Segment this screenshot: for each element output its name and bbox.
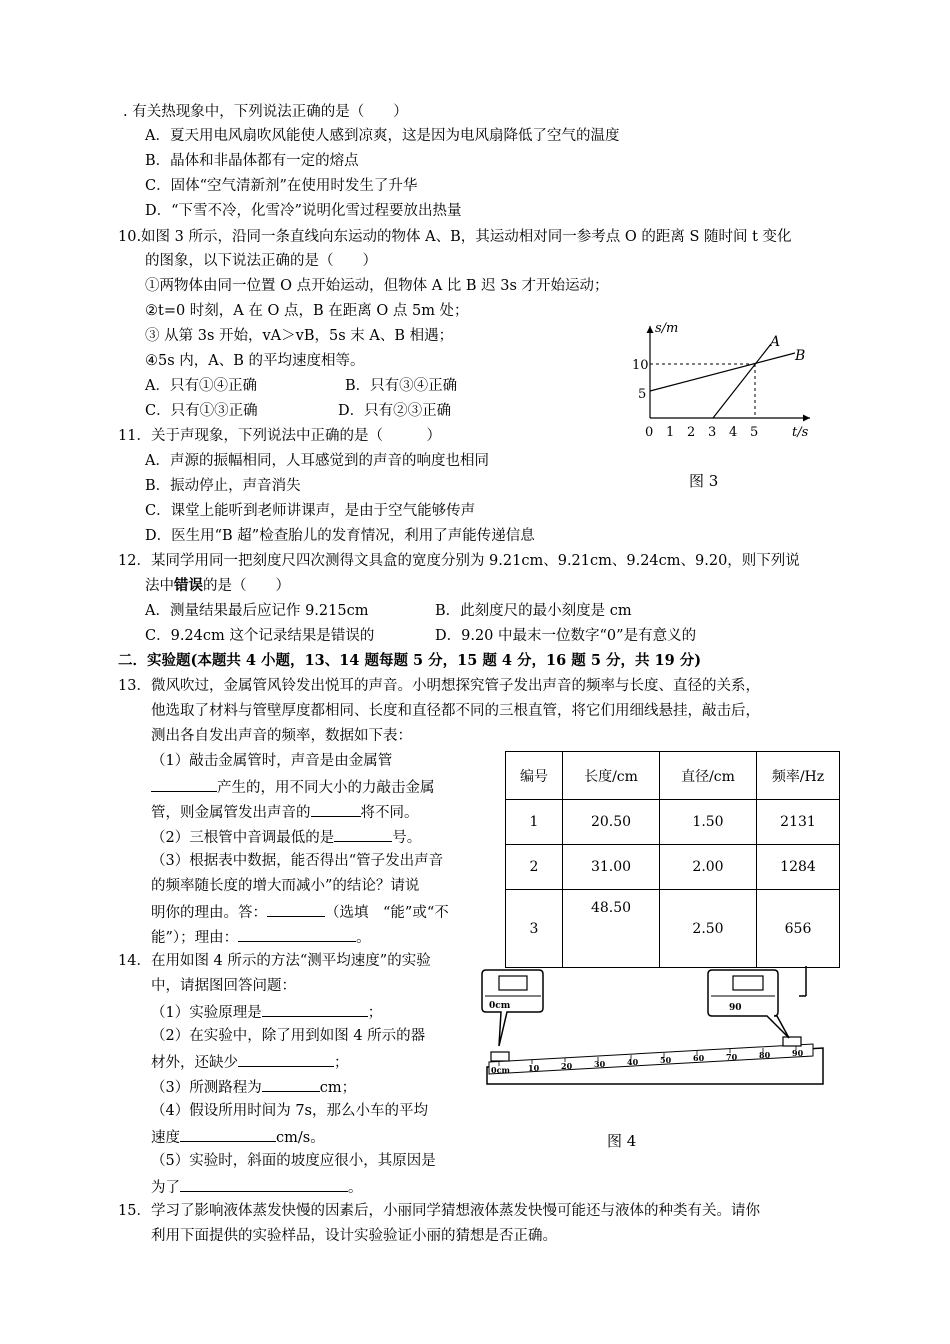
table-cell: 2.50 [660,890,757,968]
q14-part5-a: （5）实验时，斜面的坡度应很小，其原因是 [151,1153,436,1169]
x-axis-label: t/s [792,425,809,440]
table-cell: 1.50 [660,800,757,845]
figure-3-graph [628,318,818,448]
table-cell: 2.00 [660,845,757,890]
q13-blank-1[interactable] [151,777,217,792]
ruler-label: 50 [660,1055,672,1065]
q14-part2-a: （2）在实验中，除了用到如图 4 所示的器 [151,1028,426,1044]
ruler-label: 20 [561,1061,573,1071]
q12-option-a: A．测量结果最后应记作 9.215cm [145,603,369,619]
q12-option-c: C．9.24cm 这个记录结果是错误的 [145,628,375,644]
y-tick-10: 10 [632,358,649,373]
table-cell: 2 [506,845,563,890]
q10-statement-2: ②t=0 时刻，A 在 O 点，B 在距离 O 点 5m 处； [145,303,469,319]
q14-blank-5[interactable] [180,1177,348,1192]
table-cell: 2131 [757,800,840,845]
q12-option-b: B．此刻度尺的最小刻度是 cm [435,603,632,619]
line-b-label: B [795,348,806,364]
ruler-label: 70 [726,1052,738,1062]
ruler-label: 30 [594,1059,606,1069]
q14-blank-1[interactable] [262,1002,368,1017]
q12-stem-line2: 法中错误的是（ ） [145,577,290,594]
x-tick-4: 4 [729,425,738,440]
callout-left-label: 0cm [489,1001,511,1011]
q13-line2: 他选取了材料与管壁厚度都相同、长度和直径都不同的三根直管，将它们用细线悬挂，敲击后， [151,703,760,719]
q10-stem-line1: 10.如图 3 所示，沿同一条直线向东运动的物体 A、B，其运动相对同一参考点 O 的距离 S 随时间 t 变化 [118,229,792,245]
q13-line3: 测出各自发出声音的频率，数据如下表： [151,728,412,744]
figure-4-caption: 图 4 [607,1132,637,1150]
table-header: 直径/cm [660,752,757,800]
q13-part1-a: （1）敲击金属管时，声音是由金属管 [151,753,393,769]
x-tick-5: 5 [750,425,759,440]
x-tick-3: 3 [708,425,717,440]
q9-option-b: B．晶体和非晶体都有一定的熔点 [145,153,359,169]
q12-option-d: D．9.20 中最末一位数字“0”是有意义的 [435,628,697,644]
q14-part3: （3）所测路程为 cm； [151,1077,356,1097]
table-cell: 1284 [757,845,840,890]
ruler-label: 40 [627,1057,639,1067]
q14-blank-4[interactable] [180,1127,276,1142]
q13-part3-d: 能”）；理由： 。 [151,927,371,947]
q10-stem-line2: 的图象，以下说法正确的是（ ） [145,253,377,269]
table-cell: 31.00 [563,845,660,890]
ruler-label: 60 [693,1053,705,1063]
section-2-heading: 二．实验题(本题共 4 小题，13、14 题每题 5 分，15 题 4 分，16 题 5 分，共 19 分) [118,652,702,669]
q12-stem-line1: 12．某同学用同一把刻度尺四次测得文具盒的宽度分别为 9.21cm、9.21cm、9.24cm、9.20，则下列说 [118,553,800,569]
q9-stem: . 有关热现象中，下列说法正确的是（ ） [123,104,408,120]
ruler-label: 10 [528,1063,540,1073]
q14-part1: （1）实验原理是 ； [151,1002,382,1022]
figure-4-ramp [477,966,832,1091]
q9-option-a: A．夏天用电风扇吹风能使人感到凉爽，这是因为电风扇降低了空气的温度 [145,128,620,144]
q15-line1: 15．学习了影响液体蒸发快慢的因素后，小丽同学猜想液体蒸发快慢可能还与液体的种类有关。请你 [118,1203,760,1219]
q13-blank-5[interactable] [238,927,356,942]
y-tick-5: 5 [638,387,647,402]
callout-right-label: 90 [729,1003,742,1013]
q11-stem: 11．关于声现象，下列说法中正确的是（ ） [118,428,441,444]
q13-blank-4[interactable] [267,902,325,917]
callout-left-cart [499,976,527,990]
q11-option-c: C．课堂上能听到老师讲课声，是由于空气能够传声 [145,503,476,519]
q15-line2: 利用下面提供的实验样品，设计实验验证小丽的猜想是否正确。 [151,1228,557,1244]
table-cell: 48.50 [563,890,660,968]
x-tick-2: 2 [687,425,696,440]
q13-part3-a: （3）根据表中数据，能否得出“管子发出声音 [151,853,444,869]
q14-line2: 中，请据图回答问题： [151,978,296,994]
q14-blank-3[interactable] [262,1077,320,1092]
q13-part1-b: 产生的，用不同大小的力敲击金属 [151,777,435,797]
table-row [506,800,840,845]
ruler-label: 0cm [491,1065,510,1075]
q13-part3-c: 明你的理由。答： （选填 “能”或“不 [151,902,449,922]
q11-option-b: B．振动停止，声音消失 [145,478,301,494]
q13-part1-c: 管，则金属管发出声音的 将不同。 [151,802,419,822]
x-tick-0: 0 [645,425,654,440]
q11-option-d: D．医生用“B 超”检查胎儿的发育情况，利用了声能传递信息 [145,528,535,544]
table-header: 长度/cm [563,752,660,800]
table-header-row [506,752,840,800]
line-a [713,344,771,418]
q13-part3-b: 的频率随长度的增大而减小”的结论？请说 [151,878,420,894]
table-header: 编号 [506,752,563,800]
q14-part4-a: （4）假设所用时间为 7s，那么小车的平均 [151,1103,428,1119]
q13-part2: （2）三根管中音调最低的是 号。 [151,827,421,847]
line-a-label: A [770,334,781,350]
q13-blank-3[interactable] [334,827,392,842]
figure-3-caption: 图 3 [689,472,719,490]
q10-option-b: B．只有③④正确 [345,378,458,394]
q9-option-d: D．“下雪不冷，化雪冷”说明化雪过程要放出热量 [145,203,462,219]
q14-part2-b: 材外，还缺少 ； [151,1052,349,1072]
table-cell: 3 [506,890,563,968]
q11-option-a: A．声源的振幅相同，人耳感觉到的声音的响度也相同 [145,453,489,469]
q10-statement-3: ③ 从第 3s 开始，vA＞vB，5s 末 A、B 相遇； [145,328,454,344]
cart-end [783,1037,801,1046]
q10-option-d: D．只有②③正确 [338,403,452,419]
q14-part4-b: 速度 cm/s。 [151,1127,325,1147]
q10-statement-4: ④5s 内，A、B 的平均速度相等。 [145,353,365,369]
ruler-label: 90 [792,1048,804,1058]
q14-part5-b: 为了 。 [151,1177,363,1197]
q14-line1: 14．在用如图 4 所示的方法“测平均速度”的实验 [118,953,431,969]
q9-option-c: C．固体“空气清新剂”在使用时发生了升华 [145,178,418,194]
q14-blank-2[interactable] [238,1052,334,1067]
table-cell: 20.50 [563,800,660,845]
callout-right-cart [733,976,763,990]
table-cell: 1 [506,800,563,845]
x-tick-1: 1 [666,425,675,440]
line-b [650,353,795,391]
table-header: 频率/Hz [757,752,840,800]
q12-emphasis: 错误 [174,577,203,594]
q13-blank-2[interactable] [311,802,361,817]
q13-line1: 13．微风吹过，金属管风铃发出悦耳的声音。小明想探究管子发出声音的频率与长度、直径的关系， [118,678,760,694]
q10-option-c: C．只有①③正确 [145,403,258,419]
q10-option-a: A．只有①④正确 [145,378,257,394]
ruler-label: 80 [759,1050,771,1060]
table-cell: 656 [757,890,840,968]
table-row [506,890,840,968]
table-row [506,845,840,890]
y-axis-label: s/m [655,321,679,336]
q13-data-table [505,751,840,968]
cart-start [491,1052,509,1061]
q10-statement-1: ①两物体由同一位置 O 点开始运动，但物体 A 比 B 迟 3s 才开始运动； [145,278,609,294]
